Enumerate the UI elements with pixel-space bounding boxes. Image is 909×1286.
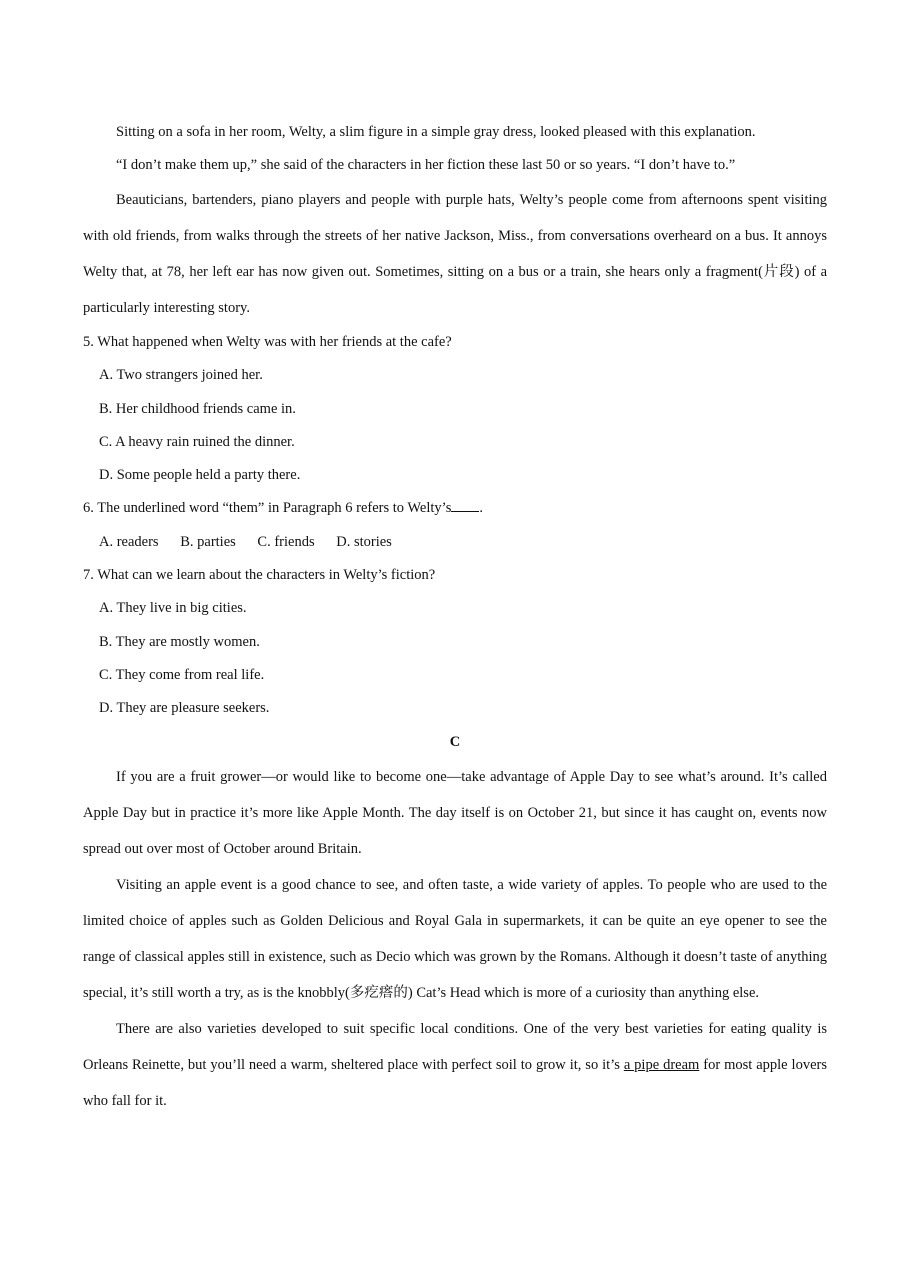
option-a: A. readers (99, 533, 159, 550)
passage-c-paragraph-1: If you are a fruit grower—or would like to become one—take advantage of Apple Day to see what’s around. It’s called Apple Day but in practice it’s more like Apple Month. The day itself is on October 21, but since it has caught on, events now spread out over most of October around Britain. (83, 768, 827, 857)
question-5 (83, 326, 827, 492)
question-stem (83, 492, 827, 525)
question-stem-text: 6. The underlined word “them” in Paragraph 6 refers to Welty’s (83, 500, 452, 517)
question-stem-end: . (479, 500, 483, 517)
passage-c-paragraph-2: Visiting an apple event is a good chance to see, and often taste, a wide variety of apples. To people who are used to the limited choice of apples such as Golden Delicious and Royal Gala in supermarkets, it can be quite an eye opener to see the range of classical apples still in existence, such as Decio which was grown by the Romans. Although it doesn’t taste of anything special, it’s still worth a try, as is the knobbly(多疙瘩的) Cat’s Head which is more of a curiosity than anything else. (83, 876, 827, 1001)
option-b: B. Her childhood friends came in. (99, 400, 296, 417)
option-c: C. A heavy rain ruined the dinner. (99, 433, 295, 450)
question-7 (83, 559, 827, 725)
option-d: D. stories (336, 533, 392, 550)
question-stem: 7. What can we learn about the characters in Welty’s fiction? (83, 567, 436, 584)
underlined-phrase: a pipe dream (623, 1056, 700, 1073)
options-row (99, 526, 827, 559)
paragraph-text-before: There are also varieties developed to suit specific local conditions. One of the very best varieties for eating quality is Orleans Reinette, but you’ll need a warm, sheltered place with perfect soil to grow it, so it’s (83, 1020, 827, 1073)
option-d: D. They are pleasure seekers. (99, 700, 270, 717)
option-b: B. They are mostly women. (99, 633, 260, 650)
question-stem: 5. What happened when Welty was with her friends at the cafe? (83, 334, 452, 350)
option-a: A. Two strangers joined her. (99, 367, 263, 384)
option-a: A. They live in big cities. (99, 600, 247, 617)
document-page (83, 116, 827, 1119)
option-b: B. parties (180, 533, 236, 550)
option-d: D. Some people held a party there. (99, 467, 301, 484)
passage-b-paragraph-1: Sitting on a sofa in her room, Welty, a slim figure in a simple gray dress, looked pleased with this explanation. (116, 124, 756, 140)
question-6 (83, 492, 827, 559)
section-heading: C (449, 733, 461, 750)
passage-b-paragraph-3: Beauticians, bartenders, piano players and people with purple hats, Welty’s people come from afternoons spent visiting with old friends, from walks through the streets of her native Jackson, Miss., from conversations overheard on a bus. It annoys Welty that, at 78, her left ear has now given out. Sometimes, sitting on a bus or a train, she hears only a fragment(片段) of a particularly interesting story. (83, 192, 827, 316)
option-c: C. friends (257, 533, 315, 550)
passage-c-paragraph-3 (83, 1011, 827, 1119)
answer-blank (451, 499, 479, 512)
passage-b-paragraph-2: “I don’t make them up,” she said of the characters in her fiction these last 50 or so years. “I don’t have to.” (116, 157, 736, 173)
paragraph-text-after: for most apple lovers who fall for it. (83, 1056, 827, 1109)
option-c: C. They come from real life. (99, 666, 265, 683)
